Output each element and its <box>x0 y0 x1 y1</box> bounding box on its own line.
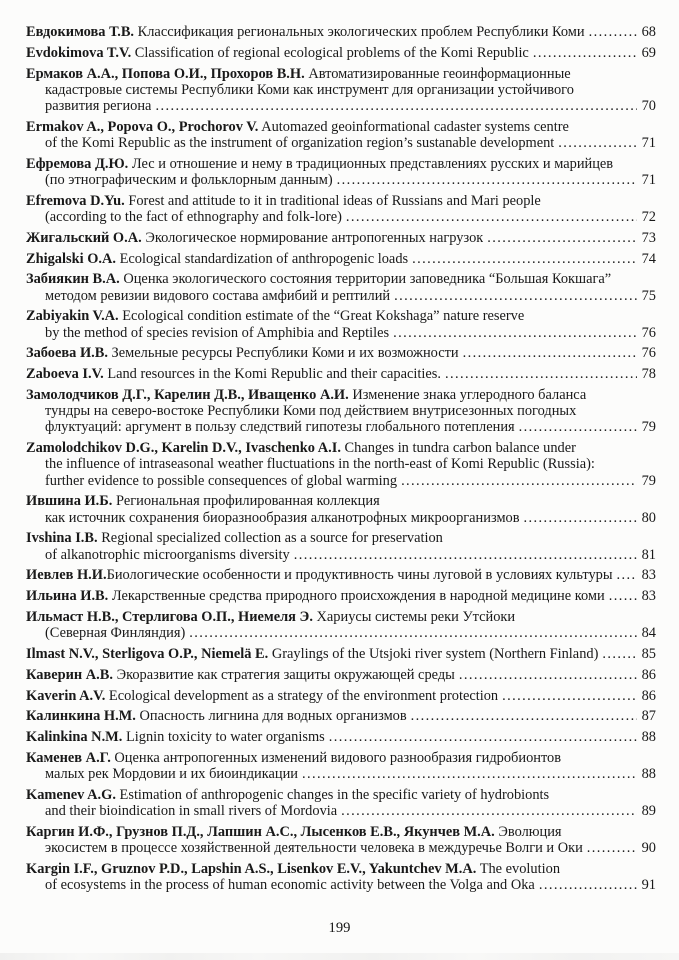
toc-entry-line <box>26 193 656 209</box>
toc-entry-line <box>26 766 656 782</box>
entry-text <box>26 787 549 803</box>
toc-entry-line <box>26 98 656 114</box>
entry-authors: Забоева И.В. <box>26 345 108 362</box>
entry-text <box>26 861 560 877</box>
toc-entry <box>26 646 656 662</box>
entry-authors: Zaboeva I.V. <box>26 366 104 383</box>
entry-title-line: of the Komi Republic as the instrument of organization region’s sustanable development <box>45 135 555 151</box>
dot-leader <box>539 877 637 893</box>
entry-text <box>26 440 576 456</box>
entry-page-number: 88 <box>641 729 656 746</box>
entry-text <box>26 308 524 324</box>
toc-entry <box>26 729 656 745</box>
toc-entry <box>26 271 656 303</box>
entry-page-number: 83 <box>641 588 656 605</box>
toc-entry <box>26 530 656 562</box>
entry-text <box>45 288 390 304</box>
toc-entry-line <box>26 840 656 856</box>
entry-authors: Ivshina I.B. <box>26 530 98 547</box>
entry-text <box>26 493 380 509</box>
entry-text <box>45 510 520 526</box>
dot-leader <box>459 667 637 683</box>
dot-leader <box>394 288 637 304</box>
dot-leader <box>558 135 637 151</box>
entry-title-line: The evolution <box>479 860 561 877</box>
toc-entry-line <box>26 135 656 151</box>
entry-title-line: экосистем в процессе хозяйственной деятельности человека в междуречье Волги и Оки <box>45 840 583 857</box>
entry-text <box>26 45 529 61</box>
dot-leader <box>189 625 637 641</box>
toc-entry <box>26 24 656 40</box>
toc-entry <box>26 119 656 151</box>
entry-title-line: Land resources in the Komi Republic and their capacities. <box>107 366 441 383</box>
entry-text <box>26 230 483 246</box>
entry-title-line: Estimation of anthropogenic changes in the specific variety of hydrobionts <box>119 786 550 803</box>
toc-entry <box>26 366 656 382</box>
entry-page-number: 81 <box>641 546 656 563</box>
entry-page-number: 79 <box>641 472 656 489</box>
toc-entry-line <box>26 119 656 135</box>
entry-authors: Евдокимова Т.В. <box>26 24 135 40</box>
toc-entry-line <box>26 325 656 341</box>
entry-title-line: тундры на северо-востоке Республики Коми под действием внутрисезонных погодных <box>45 403 577 420</box>
dot-leader <box>502 688 637 704</box>
entry-title-line: Опасность лигнина для водных организмов <box>139 708 407 725</box>
toc-entry <box>26 387 656 436</box>
entry-title-line: Regional specialized collection as a source for preservation <box>101 530 443 547</box>
entry-title-line: (по этнографическим и фольклорным данным) <box>45 172 333 188</box>
entry-title-line: Automazed geoinformational cadaster systems centre <box>261 118 569 135</box>
page-number: 199 <box>328 920 351 936</box>
entry-title-line: Forest and attitude to it in traditional ideas of Russians and Mari people <box>128 192 541 209</box>
toc-entry-line <box>26 667 656 683</box>
entry-title-line: кадастровые системы Республики Коми как инструмент для организации устойчивого <box>45 81 574 98</box>
entry-page-number: 75 <box>641 287 656 304</box>
entry-text <box>26 66 571 82</box>
dot-leader <box>587 840 637 856</box>
entry-title-line: (Северная Финляндия) <box>45 625 186 642</box>
entry-title-line: Биологические особенности и продуктивность чины луговой в условиях культуры <box>106 567 613 584</box>
entry-page-number: 88 <box>641 766 656 783</box>
entry-page-number: 68 <box>641 24 656 40</box>
toc-entry-line <box>26 803 656 819</box>
entry-text <box>45 403 576 419</box>
toc-entry <box>26 708 656 724</box>
entry-text <box>26 688 498 704</box>
dot-leader <box>393 325 637 341</box>
entry-title-line: Classification of regional ecological problems of the Komi Republic <box>134 44 529 61</box>
dot-leader <box>294 547 637 563</box>
entry-page-number: 74 <box>641 250 656 267</box>
entry-authors: Zamolodchikov D.G., Karelin D.V., Ivaschenko A.I. <box>26 440 341 457</box>
entry-authors: Забиякин В.А. <box>26 271 120 288</box>
entry-title-line: Региональная профилированная коллекция <box>116 493 380 510</box>
entry-title-line: Лес и отношение и нему в традиционных представлениях русских и марийцев <box>131 155 614 172</box>
entry-title-line: by the method of species revision of Amphibia and Reptiles <box>45 324 390 341</box>
entry-title-line: of ecosystems in the process of human economic activity between the Volga and Oka <box>45 877 535 894</box>
toc-entry-line <box>26 271 656 287</box>
entry-page-number: 78 <box>641 366 656 383</box>
toc-entry-line <box>26 251 656 267</box>
entry-title-line: Классификация региональных экологических проблем Республики Коми <box>137 24 585 40</box>
entry-authors: Ильина И.В. <box>26 588 109 605</box>
entry-title-line: further evidence to possible consequences of global warming <box>45 472 398 489</box>
entry-page-number: 70 <box>641 98 656 114</box>
entry-title-line: the influence of intraseasonal weather fluctuations in the north-east of Komi Republic (Russia): <box>45 456 595 473</box>
toc-entry-line <box>26 82 656 98</box>
entry-text <box>45 766 298 782</box>
toc-entry-line <box>26 156 656 172</box>
entry-authors: Ermakov A., Popova O., Prochorov V. <box>26 118 259 135</box>
entry-page-number: 76 <box>641 345 656 362</box>
entry-text <box>45 625 185 641</box>
dot-leader <box>412 251 637 267</box>
entry-title-line: малых рек Мордовии и их биоиндикации <box>45 766 298 783</box>
entry-title-line: Changes in tundra carbon balance under <box>344 440 576 457</box>
toc-entry-line <box>26 510 656 526</box>
entry-text <box>26 646 598 662</box>
entry-text <box>26 193 541 209</box>
entry-text <box>26 824 562 840</box>
toc-list <box>26 24 656 893</box>
dot-leader <box>445 366 637 382</box>
entry-page-number: 69 <box>641 44 656 61</box>
entry-authors: Ефремова Д.Ю. <box>26 155 129 172</box>
entry-page-number: 86 <box>641 687 656 704</box>
dot-leader <box>589 24 637 40</box>
toc-entry-line <box>26 288 656 304</box>
toc-entry <box>26 230 656 246</box>
toc-entry <box>26 567 656 583</box>
entry-text <box>26 345 459 361</box>
toc-entry <box>26 861 656 893</box>
toc-entry-line <box>26 646 656 662</box>
toc-entry-line <box>26 24 656 40</box>
entry-authors: Калинкина Н.М. <box>26 708 136 725</box>
entry-text <box>26 588 605 604</box>
entry-authors: Evdokimova T.V. <box>26 44 132 61</box>
entry-title-line: Ecological standardization of anthropogenic loads <box>119 250 409 267</box>
toc-entry-line <box>26 419 656 435</box>
toc-entry <box>26 688 656 704</box>
toc-entry-line <box>26 824 656 840</box>
entry-authors: Замолодчиков Д.Г., Карелин Д.В., Иващенко А.И. <box>26 386 349 403</box>
entry-authors: Kargin I.F., Gruznov P.D., Lapshin A.S., Lisenkov E.V., Yakuntchev M.A. <box>26 860 477 877</box>
toc-entry-line <box>26 456 656 472</box>
dot-leader <box>337 172 637 188</box>
entry-authors: Ермаков А.А., Попова О.И., Прохоров В.Н. <box>26 65 305 82</box>
toc-entry-line <box>26 45 656 61</box>
toc-entry-line <box>26 440 656 456</box>
toc-entry-line <box>26 230 656 246</box>
entry-title-line: of alkanotrophic microorganisms diversity <box>45 546 290 563</box>
toc-entry-line <box>26 588 656 604</box>
dot-leader <box>329 729 637 745</box>
entry-title-line: Автоматизированные геоинформационные <box>308 65 571 82</box>
toc-entry-line <box>26 787 656 803</box>
toc-entry-line <box>26 387 656 403</box>
entry-text <box>45 325 389 341</box>
toc-entry <box>26 251 656 267</box>
toc-entry-line <box>26 493 656 509</box>
dot-leader <box>524 510 637 526</box>
entry-text <box>45 419 515 435</box>
entry-text <box>26 667 455 683</box>
entry-text <box>26 24 585 40</box>
entry-title-line: развития региона <box>45 98 152 114</box>
entry-page-number: 84 <box>641 625 656 642</box>
entry-authors: Zabiyakin V.A. <box>26 308 119 325</box>
toc-entry-line <box>26 625 656 641</box>
entry-title-line: как источник сохранения биоразнообразия алканотрофных микроорганизмов <box>45 509 520 526</box>
entry-page-number: 83 <box>641 567 656 584</box>
entry-text <box>26 366 441 382</box>
dot-leader <box>602 646 637 662</box>
toc-entry <box>26 667 656 683</box>
entry-text <box>26 271 611 287</box>
entry-text <box>45 803 337 819</box>
entry-title-line: Земельные ресурсы Республики Коми и их возможности <box>111 345 459 362</box>
entry-text <box>45 547 290 563</box>
toc-entry <box>26 588 656 604</box>
dot-leader <box>302 766 637 782</box>
entry-page-number: 91 <box>641 877 656 894</box>
entry-text <box>26 750 561 766</box>
entry-title-line: Ecological condition estimate of the “Great Kokshaga” nature reserve <box>122 308 525 325</box>
entry-text <box>45 82 574 98</box>
toc-entry-line <box>26 172 656 188</box>
entry-page-number: 85 <box>641 645 656 662</box>
entry-text <box>26 708 407 724</box>
entry-page-number: 80 <box>641 509 656 526</box>
toc-entry-line <box>26 345 656 361</box>
toc-entry-line <box>26 750 656 766</box>
entry-page-number: 89 <box>641 803 656 820</box>
entry-text <box>45 473 397 489</box>
dot-leader <box>463 345 637 361</box>
entry-text <box>45 209 342 225</box>
toc-entry-line <box>26 609 656 625</box>
entry-authors: Kalinkina N.M. <box>26 729 123 746</box>
entry-page-number: 73 <box>641 229 656 246</box>
entry-text <box>45 172 333 188</box>
entry-title-line: методом ревизии видового состава амфибий и рептилий <box>45 287 391 304</box>
entry-title-line: Хариусы системы реки Утсйоки <box>316 608 516 625</box>
entry-title-line: Оценка экологического состояния территории заповедника “Большая Кокшага” <box>123 271 612 288</box>
entry-title-line: Lignin toxicity to water organisms <box>125 729 325 746</box>
toc-entry-line <box>26 567 656 583</box>
dot-leader <box>401 473 637 489</box>
toc-entry <box>26 824 656 856</box>
entry-text <box>26 567 613 583</box>
entry-page-number: 71 <box>641 172 656 188</box>
page-footer <box>0 920 679 937</box>
toc-entry-line <box>26 366 656 382</box>
entry-title-line: (according to the fact of ethnography and folk-lore) <box>45 209 342 225</box>
entry-text <box>26 609 515 625</box>
entry-title-line: флуктуаций: аргумент в пользу следствий гипотезы глобального потепления <box>45 419 515 436</box>
entry-text <box>26 119 569 135</box>
entry-page-number: 79 <box>641 419 656 436</box>
entry-authors: Ильмаст Н.В., Стерлигова О.П., Ниемеля Э. <box>26 608 313 625</box>
entry-authors: Zhigalski O.A. <box>26 250 116 267</box>
entry-authors: Efremova D.Yu. <box>26 192 125 209</box>
toc-entry-line <box>26 729 656 745</box>
entry-page-number: 90 <box>641 840 656 857</box>
entry-text <box>45 98 151 114</box>
entry-page-number: 76 <box>641 324 656 341</box>
dot-leader <box>411 708 637 724</box>
toc-entry <box>26 308 656 340</box>
entry-authors: Каменев А.Г. <box>26 749 111 766</box>
toc-entry-line <box>26 688 656 704</box>
entry-authors: Жигальский О.А. <box>26 229 142 246</box>
toc-entry <box>26 345 656 361</box>
toc-entry <box>26 493 656 525</box>
entry-title-line: Эволюция <box>498 823 562 840</box>
entry-text <box>26 156 613 172</box>
entry-page-number: 87 <box>641 708 656 725</box>
dot-leader <box>346 209 637 225</box>
entry-title-line: Оценка антропогенных изменений видового разнообразия гидробионтов <box>114 749 562 766</box>
toc-entry-line <box>26 530 656 546</box>
dot-leader <box>487 230 637 246</box>
dot-leader <box>617 567 637 583</box>
toc-entry <box>26 156 656 188</box>
entry-text <box>26 251 408 267</box>
entry-text <box>26 729 325 745</box>
entry-authors: Каверин А.В. <box>26 666 113 683</box>
dot-leader <box>533 45 637 61</box>
entry-page-number: 71 <box>641 135 656 151</box>
entry-text <box>45 877 535 893</box>
entry-title-line: Экологическое нормирование антропогенных нагрузок <box>145 229 484 246</box>
dot-leader <box>519 419 637 435</box>
entry-authors: Каргин И.Ф., Грузнов П.Д., Лапшин А.С., Лысенков Е.В., Якунчев М.А. <box>26 823 495 840</box>
dot-leader <box>341 803 637 819</box>
toc-entry <box>26 787 656 819</box>
toc-entry-line <box>26 403 656 419</box>
entry-text <box>26 530 443 546</box>
entry-title-line: Graylings of the Utsjoki river system (Northern Finland) <box>271 645 599 662</box>
toc-entry <box>26 750 656 782</box>
entry-title-line: Ecological development as a strategy of the environment protection <box>108 687 499 704</box>
toc-entry <box>26 193 656 225</box>
entry-text <box>26 387 586 403</box>
dot-leader <box>155 98 637 114</box>
toc-entry <box>26 609 656 641</box>
toc-entry-line <box>26 209 656 225</box>
toc-entry-line <box>26 473 656 489</box>
entry-text <box>45 840 583 856</box>
entry-title-line: Экоразвитие как стратегия защиты окружающей среды <box>116 666 455 683</box>
entry-authors: Иевлев Н.И. <box>26 567 107 584</box>
entry-authors: Ilmast N.V., Sterligova O.P., Niemelä E. <box>26 645 269 662</box>
scan-edge-artifact <box>0 953 679 960</box>
toc-entry-line <box>26 861 656 877</box>
toc-entry <box>26 66 656 115</box>
toc-entry <box>26 440 656 489</box>
toc-entry <box>26 45 656 61</box>
entry-authors: Kamenev A.G. <box>26 786 116 803</box>
toc-entry-line <box>26 708 656 724</box>
toc-entry-line <box>26 877 656 893</box>
entry-authors: Kaverin A.V. <box>26 687 106 704</box>
toc-entry-line <box>26 308 656 324</box>
entry-page-number: 72 <box>641 209 656 225</box>
entry-text <box>45 456 595 472</box>
entry-title-line: Лекарственные средства природного происхождения в народной медицине коми <box>111 588 605 605</box>
toc-entry-line <box>26 66 656 82</box>
toc-entry-line <box>26 547 656 563</box>
dot-leader <box>609 588 637 604</box>
entry-page-number: 86 <box>641 666 656 683</box>
entry-title-line: Изменение знака углеродного баланса <box>352 386 587 403</box>
toc-page <box>26 24 656 898</box>
entry-authors: Ившина И.Б. <box>26 493 113 510</box>
entry-title-line: and their bioindication in small rivers of Mordovia <box>45 803 338 820</box>
entry-text <box>45 135 554 151</box>
